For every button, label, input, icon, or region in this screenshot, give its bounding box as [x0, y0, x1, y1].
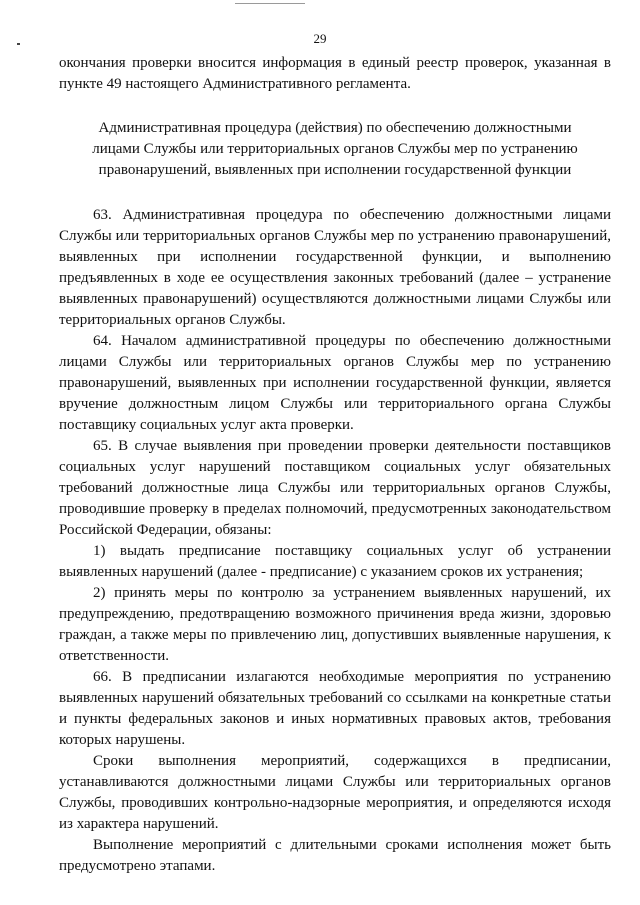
- paragraph-64: 64. Началом административной процедуры по обеспечению должностными лицами Службы или территориальных органов Службы мер по устранению правонарушений, выявленных при исполнении государственной функции, является вручение должностным лицом Службы или территориального органа Службы поставщику социальных услуг акта проверки.: [59, 333, 611, 433]
- paragraph-65-item-2: 2) принять меры по контролю за устранением выявленных нарушений, их предупреждению, предотвращению возможного причинения вреда жизни, здоровью граждан, а также меры по привлечению лиц, допустивших выявленные нарушения, к ответственности.: [59, 585, 611, 664]
- paragraph-65: 65. В случае выявления при проведении проверки деятельности поставщиков социальных услуг нарушений поставщиком социальных услуг обязательных требований должностные лица Службы или территориальных органов Службы, проводившие проверку в пределах полномочий, предусмотренных законодательством Российской Федерации, обязаны:: [59, 438, 611, 538]
- document-body: [59, 53, 611, 877]
- top-rule: [235, 3, 305, 4]
- intro-paragraph: окончания проверки вносится информация в единый реестр проверок, указанная в пункте 49 настоящего Административного регламента.: [59, 55, 611, 92]
- page-number: 29: [313, 31, 327, 46]
- paragraph-63: 63. Административная процедура по обеспечению должностными лицами Службы или территориальных органов Службы мер по устранению правонарушений, выявленных при исполнении государственной функции, и выполнению предъявленных в ходе ее осуществления законных требований (далее – устранение выявленных правонарушений) осуществляются должностными лицами Службы или территориальных органов Службы.: [59, 207, 611, 328]
- paragraph-66: 66. В предписании излагаются необходимые мероприятия по устранению выявленных нарушений обязательных требований со ссылками на конкретные статьи и пункты федеральных законов и иных нормативных правовых актов, требования которых нарушены.: [59, 669, 611, 748]
- section-heading: Административная процедура (действия) по обеспечению должностными лицами Службы или территориальных органов Службы мер по устранению правонарушений, выявленных при исполнении государственной функции: [92, 120, 578, 178]
- paragraph-66-deadlines: Сроки выполнения мероприятий, содержащихся в предписании, устанавливаются должностными лицами Службы или территориальных органов Службы, проводивших контрольно-надзорные мероприятия, и определяются исходя из характера нарушений.: [59, 753, 611, 832]
- paragraph-65-item-1: 1) выдать предписание поставщику социальных услуг об устранении выявленных нарушений (далее - предписание) с указанием сроков их устранения;: [59, 543, 611, 580]
- paragraph-66-stages: Выполнение мероприятий с длительными сроками исполнения может быть предусмотрено этапами.: [59, 837, 611, 874]
